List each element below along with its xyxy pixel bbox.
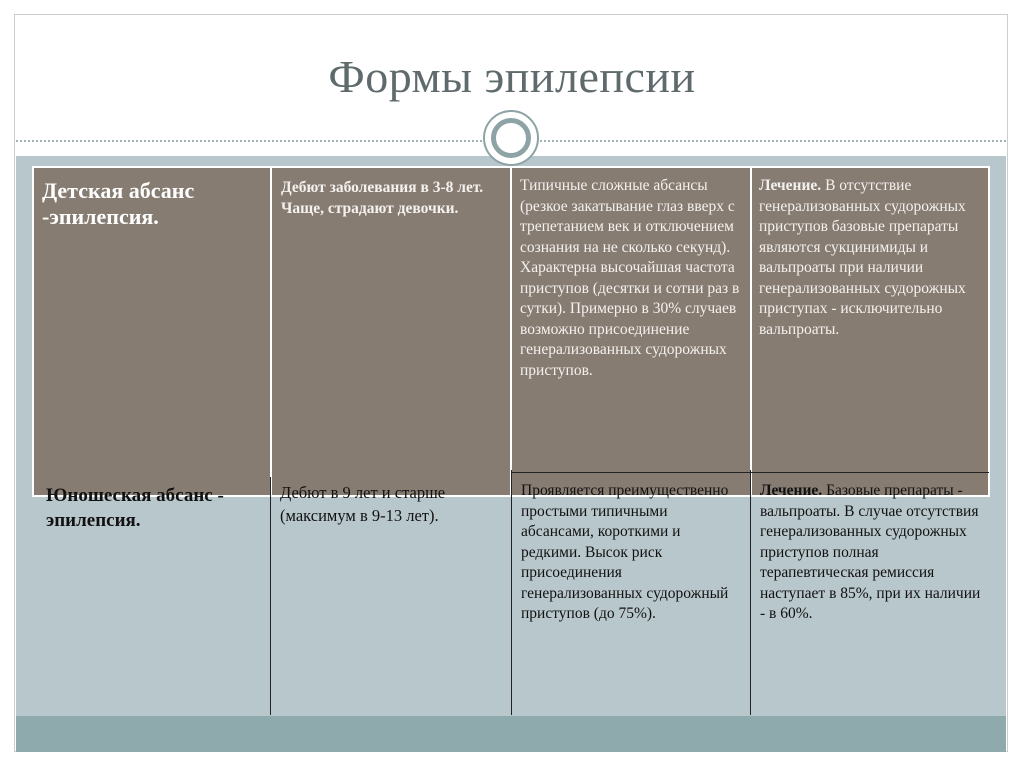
row1-description: Типичные сложные абсансы (резкое закатывание глаз вверх с трепетанием век и отключением сознания на не сколько секунд). Характерна высочайшая частота приступов (десятки и сотни раз в сутки). Примерно в 30% случаев возможно присоединение генерализованных судорожных приступов.	[520, 177, 740, 379]
row1-divider	[510, 166, 512, 497]
row1-onset: Дебют заболевания в 3-8 лет. Чаще, страдают девочки.	[281, 179, 484, 217]
row2-treatment	[760, 481, 982, 625]
row1-treatment-label: Лечение.	[759, 177, 822, 194]
slide-title: Формы эпилепсии	[328, 51, 696, 102]
row1-treatment	[759, 176, 979, 340]
row2-top-border	[511, 472, 989, 473]
row2-onset: Дебют в 9 лет и старше (максимум в 9-13 лет).	[280, 483, 446, 525]
footer-bar	[16, 716, 1006, 752]
row2-treatment-label: Лечение.	[760, 482, 823, 499]
row2-name: Юношеская абсанс - эпилепсия.	[46, 485, 224, 531]
row1-treatment-text: В отсутствие генерализованных судорожных приступов базовые препараты являются сукцинимиды и вальпроаты при наличии генерализованных судорожных приступах - исключительно вальпроаты.	[759, 177, 966, 338]
row2-description: Проявляется преимущественно простыми типичными абсансами, короткими и редкими. Высок риск присоединения генерализованных судорожный приступов (до 75%).	[521, 482, 729, 622]
row2-divider	[270, 477, 271, 715]
row1-divider	[270, 166, 272, 497]
row1-name: Детская абсанс -эпилепсия.	[42, 178, 195, 229]
row2-divider	[750, 470, 751, 715]
circle-ornament-icon	[483, 110, 539, 166]
row2-divider	[511, 470, 512, 715]
row2-treatment-text: Базовые препараты - вальпроаты. В случае отсутствия генерализованных судорожных приступов полная терапевтическая ремиссия наступает в 85%, при их наличии - в 60%.	[760, 482, 981, 622]
row1-divider	[750, 166, 752, 497]
